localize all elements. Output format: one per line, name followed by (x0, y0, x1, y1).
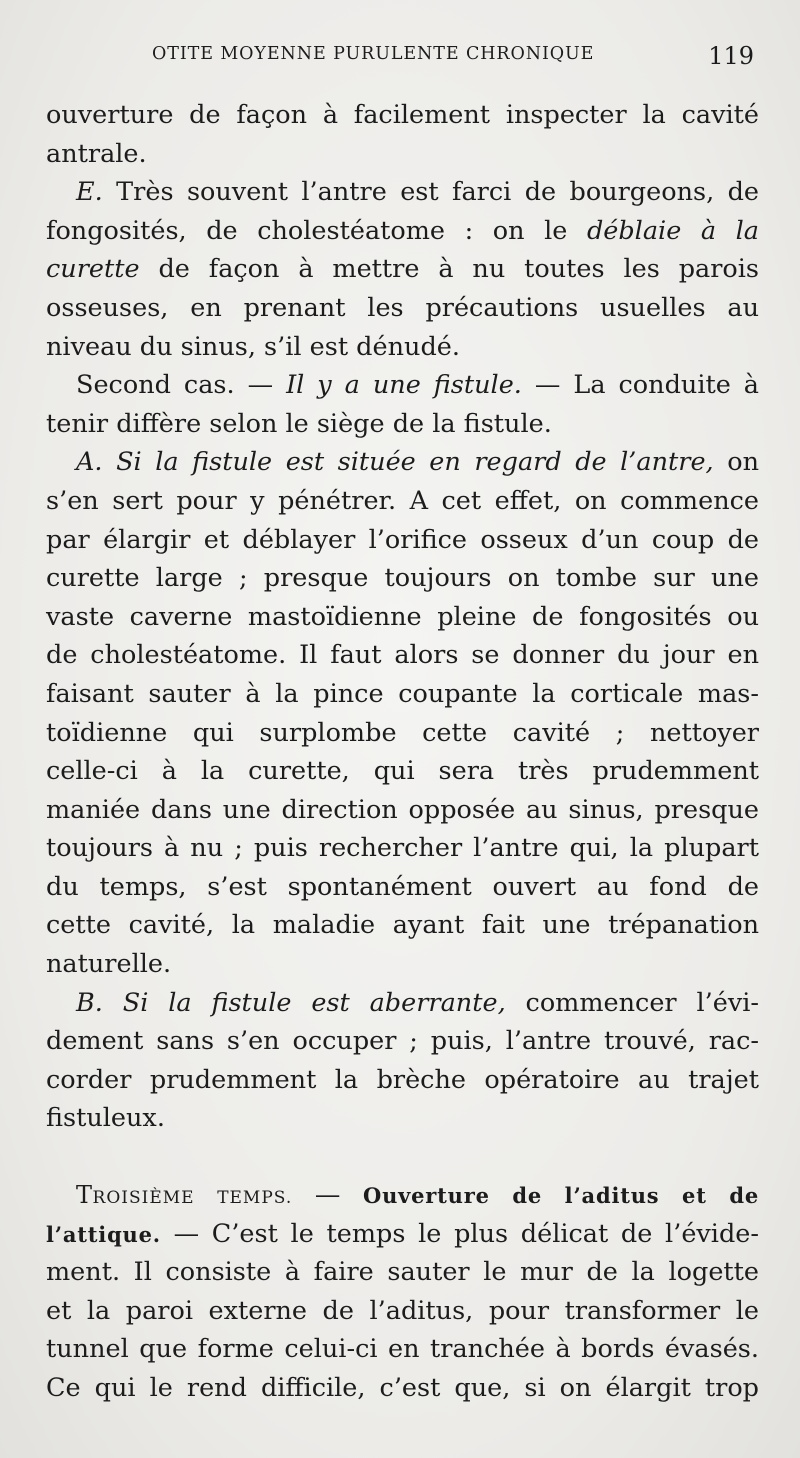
text-line: vaste caverne mastoïdienne pleine de fongosités ou (46, 601, 759, 632)
text-line: naturelle. (46, 949, 172, 980)
text-line: antrale. (46, 138, 147, 169)
text-line: faisant sauter à la pince coupante la corticale mas- (46, 678, 759, 709)
section-gap (46, 1138, 759, 1176)
text-line: ment. Il consiste à faire sauter le mur de la logette (46, 1257, 759, 1288)
text-line: celle-ci à la curette, qui sera très prudemment (46, 756, 759, 787)
text-line: curette de façon à mettre à nu toutes les parois (46, 254, 759, 285)
text-line: toïdienne qui surplombe cette cavité ; nettoyer (46, 717, 759, 748)
paragraph-b: B. Si la fistule est aberrante, commencer l’évi- (76, 987, 759, 1018)
text-line: curette large ; presque toujours on tombe sur une (46, 563, 759, 594)
section-heading: TROISIÈME TEMPS. — Ouverture de l’aditus et de (76, 1180, 759, 1211)
body-text (46, 96, 759, 1408)
paragraph-a: A. Si la fistule est située en regard de l’antre, on (76, 447, 759, 478)
running-title: OTITE MOYENNE PURULENTE CHRONIQUE (152, 44, 595, 64)
running-head (48, 42, 754, 76)
text-line: par élargir et déblayer l’orifice osseux d’un coup de (46, 524, 759, 555)
paragraph-e: E. Très souvent l’antre est farci de bourgeons, de (76, 177, 760, 208)
item-label: B. (76, 987, 103, 1018)
text-line: osseuses, en prenant les précautions usuelles au (46, 292, 759, 323)
item-label: E. (76, 177, 103, 208)
text-line: cette cavité, la maladie ayant fait une trépanation (46, 910, 759, 941)
text-line: dement sans s’en occuper ; puis, l’antre trouvé, rac- (46, 1026, 759, 1057)
text-line: fongosités, de cholestéatome : on le déblaie à la (46, 215, 759, 246)
text-line: fistuleux. (46, 1103, 165, 1134)
text-line: niveau du sinus, s’il est dénudé. (46, 331, 460, 362)
section-title: Ouverture de l’aditus et de (362, 1183, 759, 1209)
text-line: tunnel que forme celui-ci en tranchée à bords évasés. (46, 1334, 759, 1365)
paragraph-second-case: Second cas. — Il y a une fistule. — La conduite à (76, 370, 759, 401)
text-line: corder prudemment la brèche opératoire au trajet (46, 1064, 759, 1095)
text-line: de cholestéatome. Il faut alors se donner du jour en (46, 640, 759, 671)
text-line: maniée dans une direction opposée au sinus, presque (46, 794, 759, 825)
text-line: et la paroi externe de l’aditus, pour transformer le (46, 1295, 759, 1326)
text-line: l’attique. — C’est le temps le plus délicat de l’évide- (46, 1218, 759, 1249)
text-line: du temps, s’est spontanément ouvert au fond de (46, 871, 759, 902)
text-line: toujours à nu ; puis rechercher l’antre qui, la plupart (46, 833, 759, 864)
text-line: Ce qui le rend difficile, c’est que, si on élargit trop (46, 1373, 759, 1403)
page-number: 119 (708, 42, 754, 70)
text-line: s’en sert pour y pénétrer. A cet effet, on commence (46, 485, 759, 516)
text-line: ouverture de façon à facilement inspecter la cavité (46, 100, 759, 130)
item-label: A. (76, 447, 103, 478)
text-line: tenir diffère selon le siège de la fistule. (46, 408, 552, 439)
